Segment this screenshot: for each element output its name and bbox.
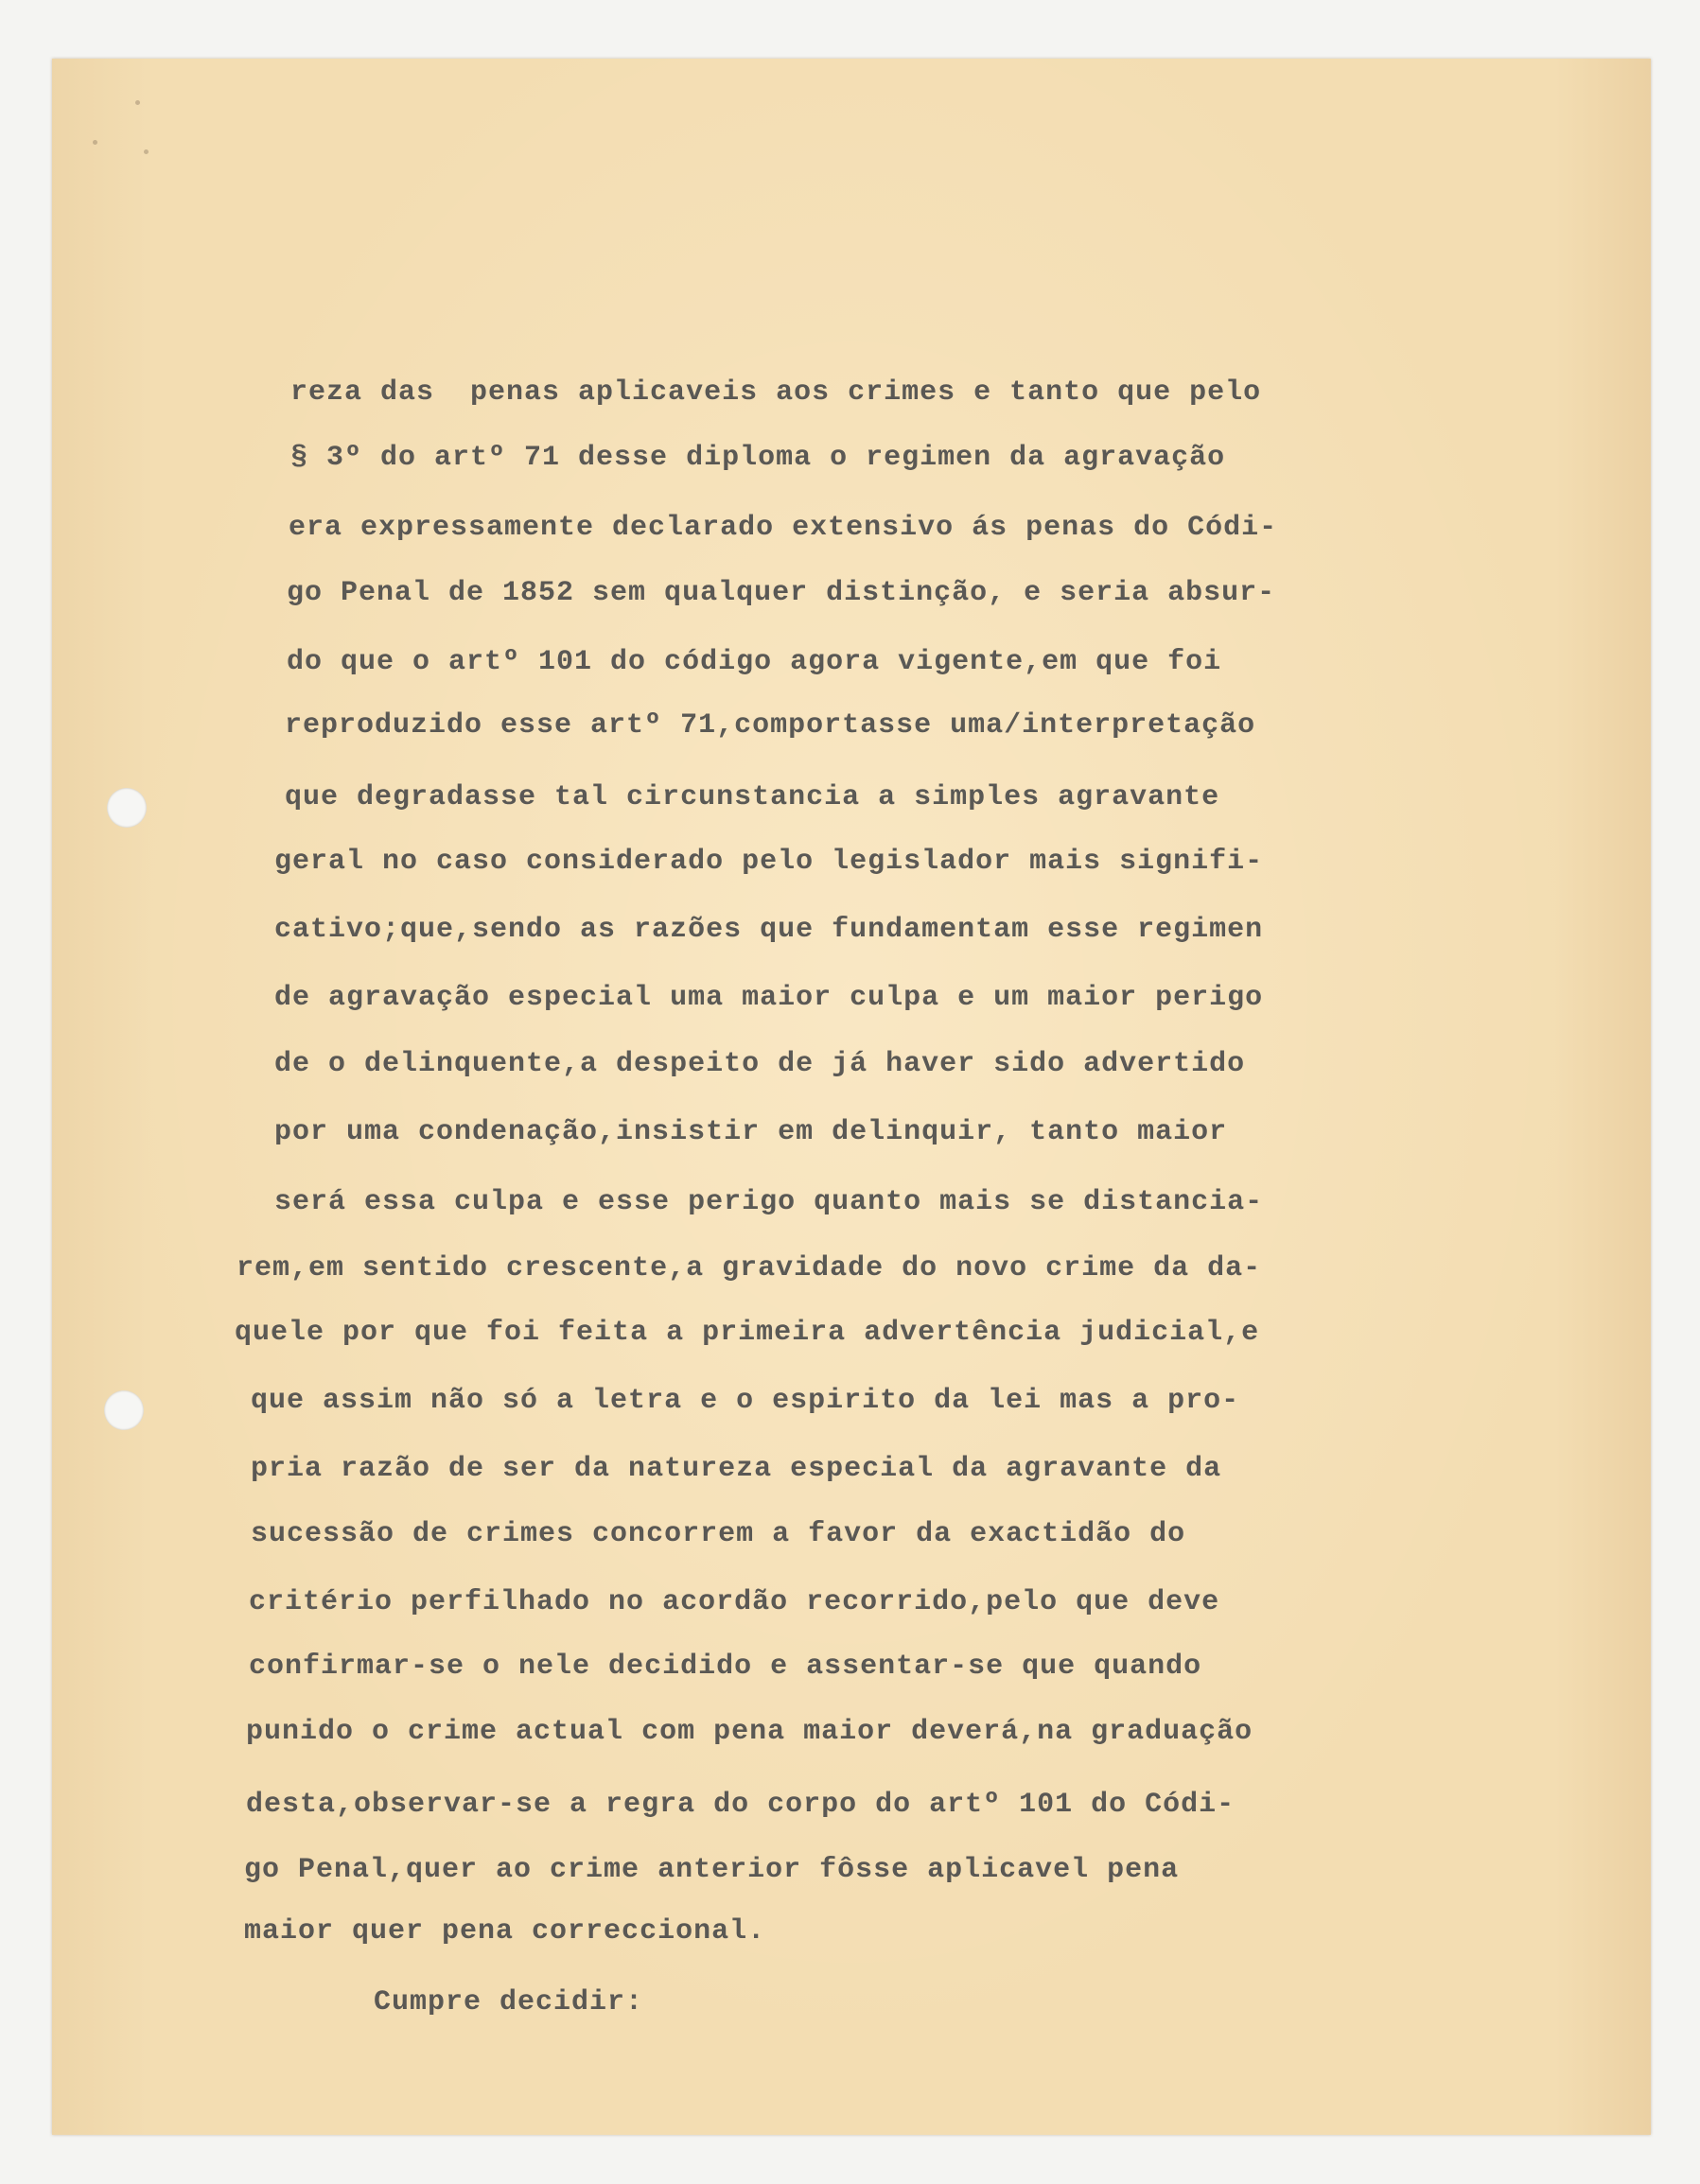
- text-line-16: que assim não só a letra e o espirito da lei mas a pro-: [251, 1385, 1240, 1417]
- text-line-25: Cumpre decidir:: [374, 1986, 644, 2018]
- text-line-5: do que o artº 101 do código agora vigente,em que foi: [287, 646, 1222, 678]
- text-line-24: maior quer pena correccional.: [244, 1915, 766, 1948]
- text-line-9: cativo;que,sendo as razões que fundamentam esse regimen: [274, 914, 1264, 946]
- text-line-6: reproduzido esse artº 71,comportasse uma/interpretação: [285, 709, 1256, 742]
- text-line-3: era expressamente declarado extensivo ás penas do Códi-: [289, 512, 1278, 544]
- text-line-2: § 3º do artº 71 desse diploma o regimen da agravação: [290, 442, 1226, 474]
- text-line-17: pria razão de ser da natureza especial da agravante da: [251, 1453, 1222, 1485]
- text-line-20: confirmar-se o nele decidido e assentar-se que quando: [249, 1651, 1202, 1683]
- text-line-10: de agravação especial uma maior culpa e um maior perigo: [274, 982, 1264, 1014]
- text-line-8: geral no caso considerado pelo legislador mais signifi-: [274, 846, 1264, 878]
- text-line-19: critério perfilhado no acordão recorrido,pelo que deve: [249, 1586, 1220, 1618]
- text-line-21: punido o crime actual com pena maior deverá,na graduação: [246, 1716, 1253, 1748]
- text-line-13: será essa culpa e esse perigo quanto mais se distancia-: [274, 1186, 1264, 1218]
- text-line-14: rem,em sentido crescente,a gravidade do novo crime da da-: [237, 1252, 1262, 1284]
- text-line-1: reza das penas aplicaveis aos crimes e tanto que pelo: [290, 376, 1262, 409]
- text-line-15: quele por que foi feita a primeira advertência judicial,e: [235, 1317, 1260, 1349]
- text-line-12: por uma condenação,insistir em delinquir, tanto maior: [274, 1116, 1228, 1148]
- text-line-22: desta,observar-se a regra do corpo do artº 101 do Códi-: [246, 1789, 1236, 1821]
- text-line-18: sucessão de crimes concorrem a favor da exactidão do: [251, 1518, 1186, 1550]
- text-line-4: go Penal de 1852 sem qualquer distinção, e seria absur-: [287, 577, 1276, 609]
- text-line-23: go Penal,quer ao crime anterior fôsse aplicavel pena: [244, 1854, 1180, 1886]
- text-line-11: de o delinquente,a despeito de já haver sido advertido: [274, 1048, 1246, 1080]
- text-line-7: que degradasse tal circunstancia a simples agravante: [285, 781, 1220, 813]
